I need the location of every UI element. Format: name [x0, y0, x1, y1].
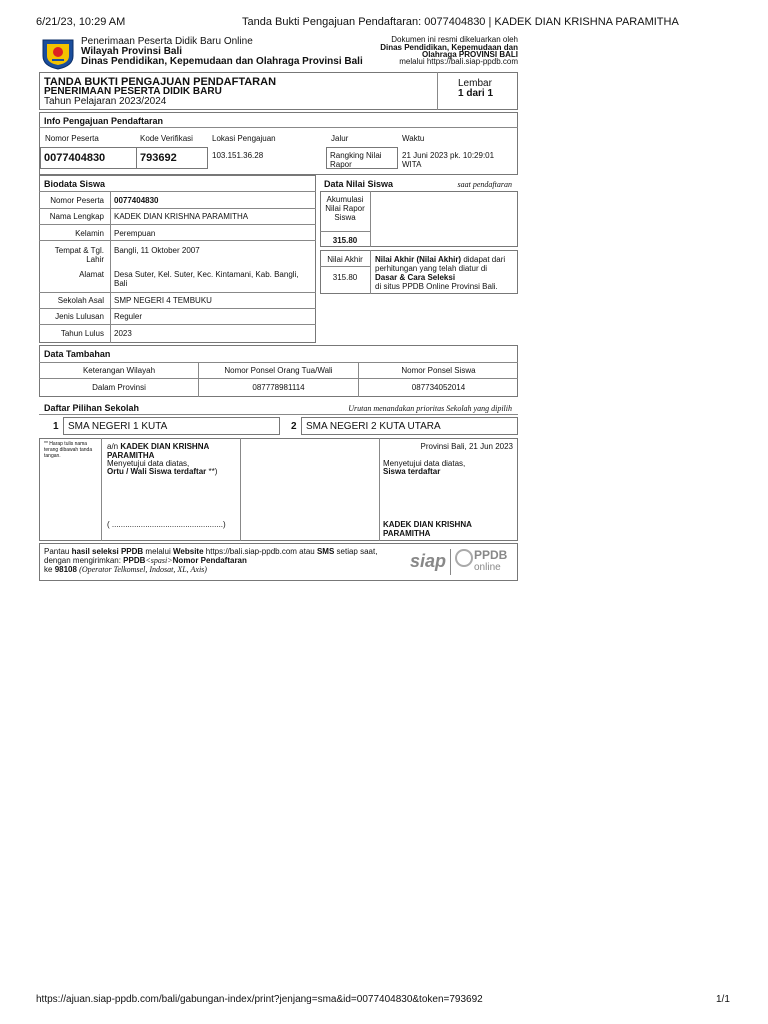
bio-label-6: Jenis Lulusan: [55, 312, 104, 321]
bio-label-1: Nama Lengkap: [49, 212, 104, 221]
header-right2: Dinas Pendidikan, Kepemudaan dan: [380, 43, 518, 52]
akumulasi-value: 315.80: [332, 236, 358, 245]
tambahan-col2-label: Nomor Ponsel Orang Tua/Wali: [224, 366, 333, 375]
header-right1: Dokumen ini resmi dikeluarkan oleh: [391, 35, 518, 44]
nilai-akhir-desc: Nilai Akhir (Nilai Akhir) didapat dari perhitungan yang telah diatur di Dasar & Cara Seleksi di situs PPDB Online Provinsi Bali.: [375, 255, 506, 291]
pilihan-note: Urutan menandakan prioritas Sekolah yang dipilih: [348, 404, 512, 413]
bio-value-7: 2023: [114, 329, 132, 338]
pilihan-1-name: SMA NEGERI 1 KUTA: [68, 421, 168, 432]
bio-value-2: Perempuan: [114, 229, 156, 238]
print-page-count: 1/1: [716, 994, 730, 1005]
nilai-akhir-value: 315.80: [332, 273, 358, 282]
nilai-akhir-label: Nilai Akhir: [327, 255, 363, 264]
footer-text: Pantau hasil seleksi PPDB melalui Website https://bali.siap-ppdb.com atau SMS setiap saat, dengan mengirimkan: PPDB<spasi>Nomor Pendaftaran ke 98108 (Operator Telkomsel, Indosat, XL, Axis): [44, 547, 378, 574]
bio-value-4: Desa Suter, Kel. Suter, Kec. Kintamani, Kab. Bangli, Bali: [114, 270, 299, 288]
info-label-jalur: Jalur: [331, 134, 349, 143]
nilai-note: saat pendaftaran: [457, 180, 512, 189]
bio-value-1: KADEK DIAN KRISHNA PARAMITHA: [114, 212, 249, 221]
tambahan-col1-value: Dalam Provinsi: [92, 383, 146, 392]
print-url: https://ajuan.siap-ppdb.com/bali/gabungan-index/print?jenjang=sma&id=0077404830&token=793692: [36, 994, 483, 1005]
pilihan-1-no: 1: [53, 421, 59, 432]
bio-label-7: Tahun Lulus: [60, 329, 104, 338]
pilihan-2-no: 2: [291, 421, 297, 432]
signature-left-line2: Ortu / Wali Siswa terdaftar **): [107, 467, 218, 476]
header-line1: Penerimaan Peserta Didik Baru Online: [81, 36, 253, 47]
siap-logo: siap: [410, 551, 447, 571]
info-kode-value: 793692: [140, 152, 177, 164]
info-label-lokasi: Lokasi Pengajuan: [212, 134, 276, 143]
info-label-kode: Kode Verifikasi: [140, 134, 193, 143]
sheet-value: 1 dari 1: [458, 88, 494, 99]
info-label-nomor: Nomor Peserta: [45, 134, 99, 143]
pilihan-heading: Daftar Pilihan Sekolah: [44, 403, 140, 413]
info-nomor-value: 0077404830: [44, 152, 106, 164]
info-heading: Info Pengajuan Pendaftaran: [44, 116, 164, 126]
doc-title: TANDA BUKTI PENGAJUAN PENDAFTARAN: [44, 76, 277, 88]
bali-emblem-logo: [40, 36, 76, 70]
bio-label-2: Kelamin: [75, 229, 104, 238]
bio-label-4: Alamat: [79, 270, 104, 279]
sheet-label: Lembar: [458, 78, 492, 89]
bio-value-5: SMP NEGERI 4 TEMBUKU: [114, 296, 212, 305]
signature-dots: ( ..................................................): [107, 520, 226, 529]
biodata-heading: Biodata Siswa: [44, 179, 106, 189]
info-jalur-value: Rangking Nilai Rapor: [330, 151, 382, 169]
bio-value-3: Bangli, 11 Oktober 2007: [114, 246, 200, 255]
info-label-waktu: Waktu: [402, 134, 425, 143]
print-datetime: 6/21/23, 10:29 AM: [36, 16, 126, 28]
tambahan-col3-value: 087734052014: [411, 383, 466, 392]
bio-label-3: Tempat & Tgl. Lahir: [54, 246, 104, 264]
akumulasi-label: Akumulasi Nilai Rapor Siswa: [325, 195, 365, 222]
tambahan-col1-label: Keterangan Wilayah: [82, 366, 156, 375]
bio-label-0: Nomor Peserta: [50, 196, 104, 205]
bio-value-6: Reguler: [114, 312, 143, 321]
signature-right-name: KADEK DIAN KRISHNA PARAMITHA: [383, 520, 472, 538]
tambahan-col2-value: 087778981114: [252, 383, 305, 392]
ppdb-globe-icon: [455, 549, 473, 567]
school-year: Tahun Pelajaran 2023/2024: [44, 96, 167, 107]
signature-note: ** Harap tulis nama terang dibawah tanda tangan.: [44, 441, 93, 459]
signature-right-line2: Siswa terdaftar: [383, 467, 441, 476]
info-lokasi-value: 103.151.36.28: [212, 151, 264, 160]
signature-left-line1: Menyetujui data diatas,: [107, 459, 190, 468]
signature-right-line1: Menyetujui data diatas,: [383, 459, 466, 468]
info-waktu-value: 21 Juni 2023 pk. 10:29:01 WITA: [402, 151, 495, 169]
bio-value-0: 0077404830: [114, 196, 159, 205]
header-line3: Dinas Pendidikan, Kepemudaan dan Olahraga Provinsi Bali: [81, 56, 363, 67]
signature-an: a/n KADEK DIAN KRISHNA PARAMITHA: [107, 442, 209, 460]
header-right3: Olahraga PROVINSI BALI: [421, 50, 518, 59]
print-page-title: Tanda Bukti Pengajuan Pendaftaran: 0077404830 | KADEK DIAN KRISHNA PARAMITHA: [242, 16, 679, 28]
nilai-heading: Data Nilai Siswa: [324, 179, 394, 189]
pilihan-2-name: SMA NEGERI 2 KUTA UTARA: [306, 421, 441, 432]
tambahan-heading: Data Tambahan: [44, 349, 111, 359]
header-right4: melalui https://bali.siap-ppdb.com: [399, 57, 518, 66]
bio-label-5: Sekolah Asal: [57, 296, 104, 305]
ppdb-logo-text: PPDB: [474, 548, 508, 562]
signature-place-date: Provinsi Bali, 21 Jun 2023: [420, 442, 513, 451]
tambahan-col3-label: Nomor Ponsel Siswa: [401, 366, 476, 375]
ppdb-logo-online: online: [474, 562, 501, 573]
doc-subtitle: PENERIMAAN PESERTA DIDIK BARU: [44, 86, 222, 97]
header-line2: Wilayah Provinsi Bali: [81, 46, 183, 57]
